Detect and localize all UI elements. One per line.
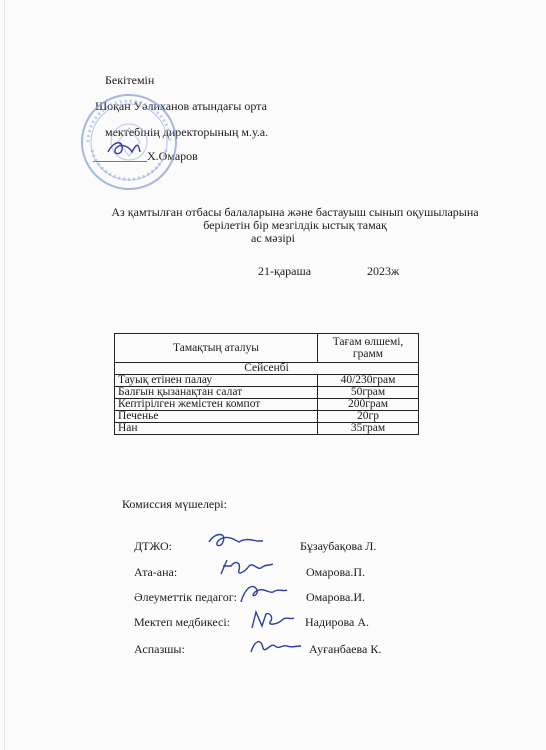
dish-qty: 50грам bbox=[318, 387, 419, 399]
member-role: ДТЖО: bbox=[134, 539, 172, 553]
table-row bbox=[115, 423, 419, 435]
signature-1 bbox=[205, 528, 265, 552]
member-name: Омарова.И. bbox=[306, 590, 366, 604]
signature-4 bbox=[248, 608, 296, 632]
approval-school: Шоқан Уәлиханов атындағы орта bbox=[95, 99, 267, 113]
table-row bbox=[115, 411, 419, 423]
member-name: Ауғанбаева К. bbox=[309, 642, 382, 656]
dish-name: Тауық етінен палау bbox=[115, 375, 318, 387]
member-name: Бұзаубақова Л. bbox=[300, 539, 377, 553]
dish-qty: 200грам bbox=[318, 399, 419, 411]
date-day: 21-қараша bbox=[258, 264, 312, 278]
approval-heading: Бекітемін bbox=[105, 73, 155, 87]
signature-5 bbox=[247, 634, 303, 658]
member-role: Ата-ана: bbox=[134, 565, 178, 579]
menu-table bbox=[114, 333, 419, 435]
dish-qty: 20гр bbox=[318, 411, 419, 423]
dish-name: Балғын қызанақтан салат bbox=[115, 387, 318, 399]
day-label: Сейсенбі bbox=[115, 363, 419, 375]
dish-name: Кептірілген жемістен компот bbox=[115, 399, 318, 411]
table-row bbox=[115, 399, 419, 411]
signature-2 bbox=[217, 556, 277, 580]
dish-qty: 40/230грам bbox=[318, 375, 419, 387]
title-line-1: Аз қамтылған отбасы балаларына және бастауыш сынып оқушыларына bbox=[111, 205, 479, 219]
member-role: Мектеп медбикесі: bbox=[134, 615, 231, 629]
dish-name: Нан bbox=[115, 423, 318, 435]
date-year: 2023ж bbox=[367, 264, 400, 278]
header-portion: Тағам өлшемі, грамм bbox=[318, 334, 419, 363]
commission-heading: Комиссия мүшелері: bbox=[122, 497, 227, 511]
table-row bbox=[115, 387, 419, 399]
title-line-2: берілетін бір мезгілдік ыстық тамақ bbox=[203, 218, 387, 232]
signature-3 bbox=[235, 580, 291, 606]
dish-qty: 35грам bbox=[318, 423, 419, 435]
member-role: Аспазшы: bbox=[134, 642, 185, 656]
dish-name: Печенье bbox=[115, 411, 318, 423]
table-row bbox=[115, 375, 419, 387]
member-name: Омарова.П. bbox=[306, 565, 366, 579]
scan-edge bbox=[4, 0, 5, 750]
member-name: Надирова А. bbox=[305, 615, 370, 629]
approval-director-title: мектебінің директорының м.у.а. bbox=[105, 125, 269, 139]
approval-signature-line: _________Х.Омаров bbox=[93, 149, 198, 163]
member-role: Әлеуметтік педагог: bbox=[134, 590, 237, 604]
title-line-3: ас мәзірі bbox=[251, 231, 295, 245]
header-dish-name: Тамақтың аталуы bbox=[115, 334, 318, 363]
